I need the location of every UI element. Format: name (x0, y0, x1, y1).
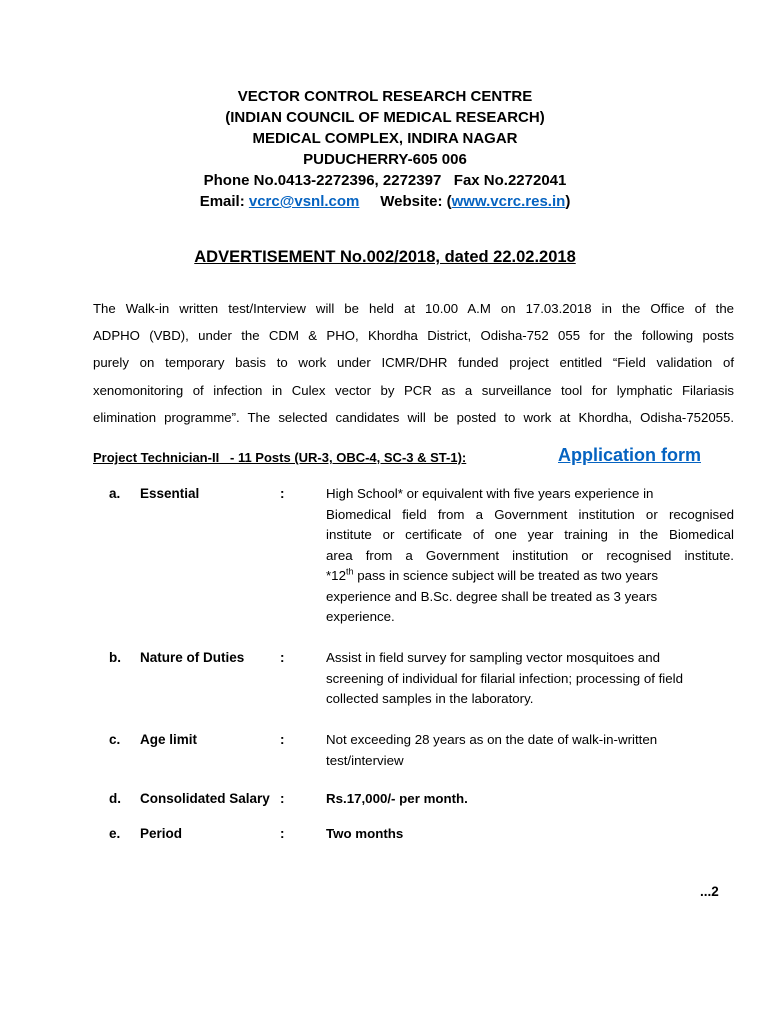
value-line: Two months (326, 826, 404, 841)
intro-line: elimination programme”. The selected candidates will be posted to work at Khordha, Odisha-752055. (93, 409, 734, 425)
value-line: experience and B.Sc. degree shall be treated as 3 years (326, 588, 658, 604)
criteria-letter: e. (109, 826, 121, 841)
value-line: test/interview (326, 752, 404, 768)
criteria-colon: : (280, 486, 285, 501)
value-line: collected samples in the laboratory. (326, 691, 534, 706)
criteria-letter: c. (109, 732, 121, 747)
address-line: MEDICAL COMPLEX, INDIRA NAGAR (252, 130, 518, 147)
value-line: area from a Government institution or recognised institute. (326, 547, 734, 563)
intro-line: The Walk-in written test/Interview will be held at 10.00 A.M on 17.03.2018 in the Office of the (93, 301, 734, 316)
sup-prefix: *12 (326, 568, 346, 583)
criteria-colon: : (280, 826, 285, 841)
intro-paragraph (93, 295, 734, 431)
superscript: th (345, 566, 354, 577)
letterhead (0, 86, 770, 212)
criteria-letter: a. (109, 486, 121, 501)
criteria-value (326, 484, 734, 628)
criteria-label: Age limit (140, 732, 198, 747)
parent-org: (INDIAN COUNCIL OF MEDICAL RESEARCH) (225, 109, 545, 126)
page-continuation: ...2 (700, 884, 719, 899)
advertisement-title: ADVERTISEMENT No.002/2018, dated 22.02.2018 (194, 248, 576, 266)
value-line: Not exceeding 28 years as on the date of walk-in-written (326, 732, 658, 747)
criteria-value (326, 730, 734, 771)
city-pin: PUDUCHERRY-605 006 (303, 151, 467, 168)
criteria-label: Nature of Duties (140, 650, 245, 665)
website-link[interactable]: www.vcrc.res.in (451, 193, 566, 210)
criteria-value (326, 824, 734, 845)
criteria-label: Essential (140, 486, 200, 501)
criteria-value (326, 789, 734, 810)
criteria-label: Period (140, 826, 183, 841)
value-line (326, 566, 734, 587)
value-text: pass in science subject will be treated as two years (357, 568, 658, 583)
application-form-link[interactable]: Application form (558, 445, 701, 465)
email-label: Email: (199, 193, 249, 210)
criteria-value (326, 648, 734, 710)
website-close: ) (565, 193, 571, 210)
intro-line: xenomonitoring of infection in Culex vector by PCR as a surveillance tool for lymphatic Filariasis (93, 382, 734, 398)
website-label: Website: ( (380, 193, 452, 210)
value-line: Rs.17,000/- per month. (326, 791, 468, 806)
email-link[interactable]: vcrc@vsnl.com (248, 193, 360, 210)
post-title: Project Technician-II - 11 Posts (UR-3, OBC-4, SC-3 & ST-1): (93, 450, 467, 465)
criteria-letter: b. (109, 650, 121, 665)
value-line: High School* or equivalent with five years experience in (326, 486, 654, 501)
intro-line: ADPHO (VBD), under the CDM & PHO, Khordha District, Odisha-752 055 for the following posts (93, 328, 734, 344)
intro-line: purely on temporary basis to work under ICMR/DHR funded project entitled “Field validation of (93, 355, 734, 371)
criteria-label: Consolidated Salary (140, 791, 270, 806)
contact-line (0, 191, 770, 212)
criteria-colon: : (280, 650, 285, 665)
value-line: experience. (326, 609, 395, 624)
criteria-letter: d. (109, 791, 121, 806)
value-line: institute or certificate of one year training in the Biomedical (326, 527, 734, 542)
criteria-colon: : (280, 732, 285, 747)
phone-fax: Phone No.0413-2272396, 2272397 Fax No.2272041 (203, 172, 567, 189)
criteria-colon: : (280, 791, 285, 806)
org-name: VECTOR CONTROL RESEARCH CENTRE (237, 88, 533, 105)
value-line: Biomedical field from a Government institution or recognised (326, 506, 734, 522)
value-line: Assist in field survey for sampling vector mosquitoes and (326, 650, 661, 665)
value-line: screening of individual for filarial infection; processing of field (326, 670, 683, 686)
